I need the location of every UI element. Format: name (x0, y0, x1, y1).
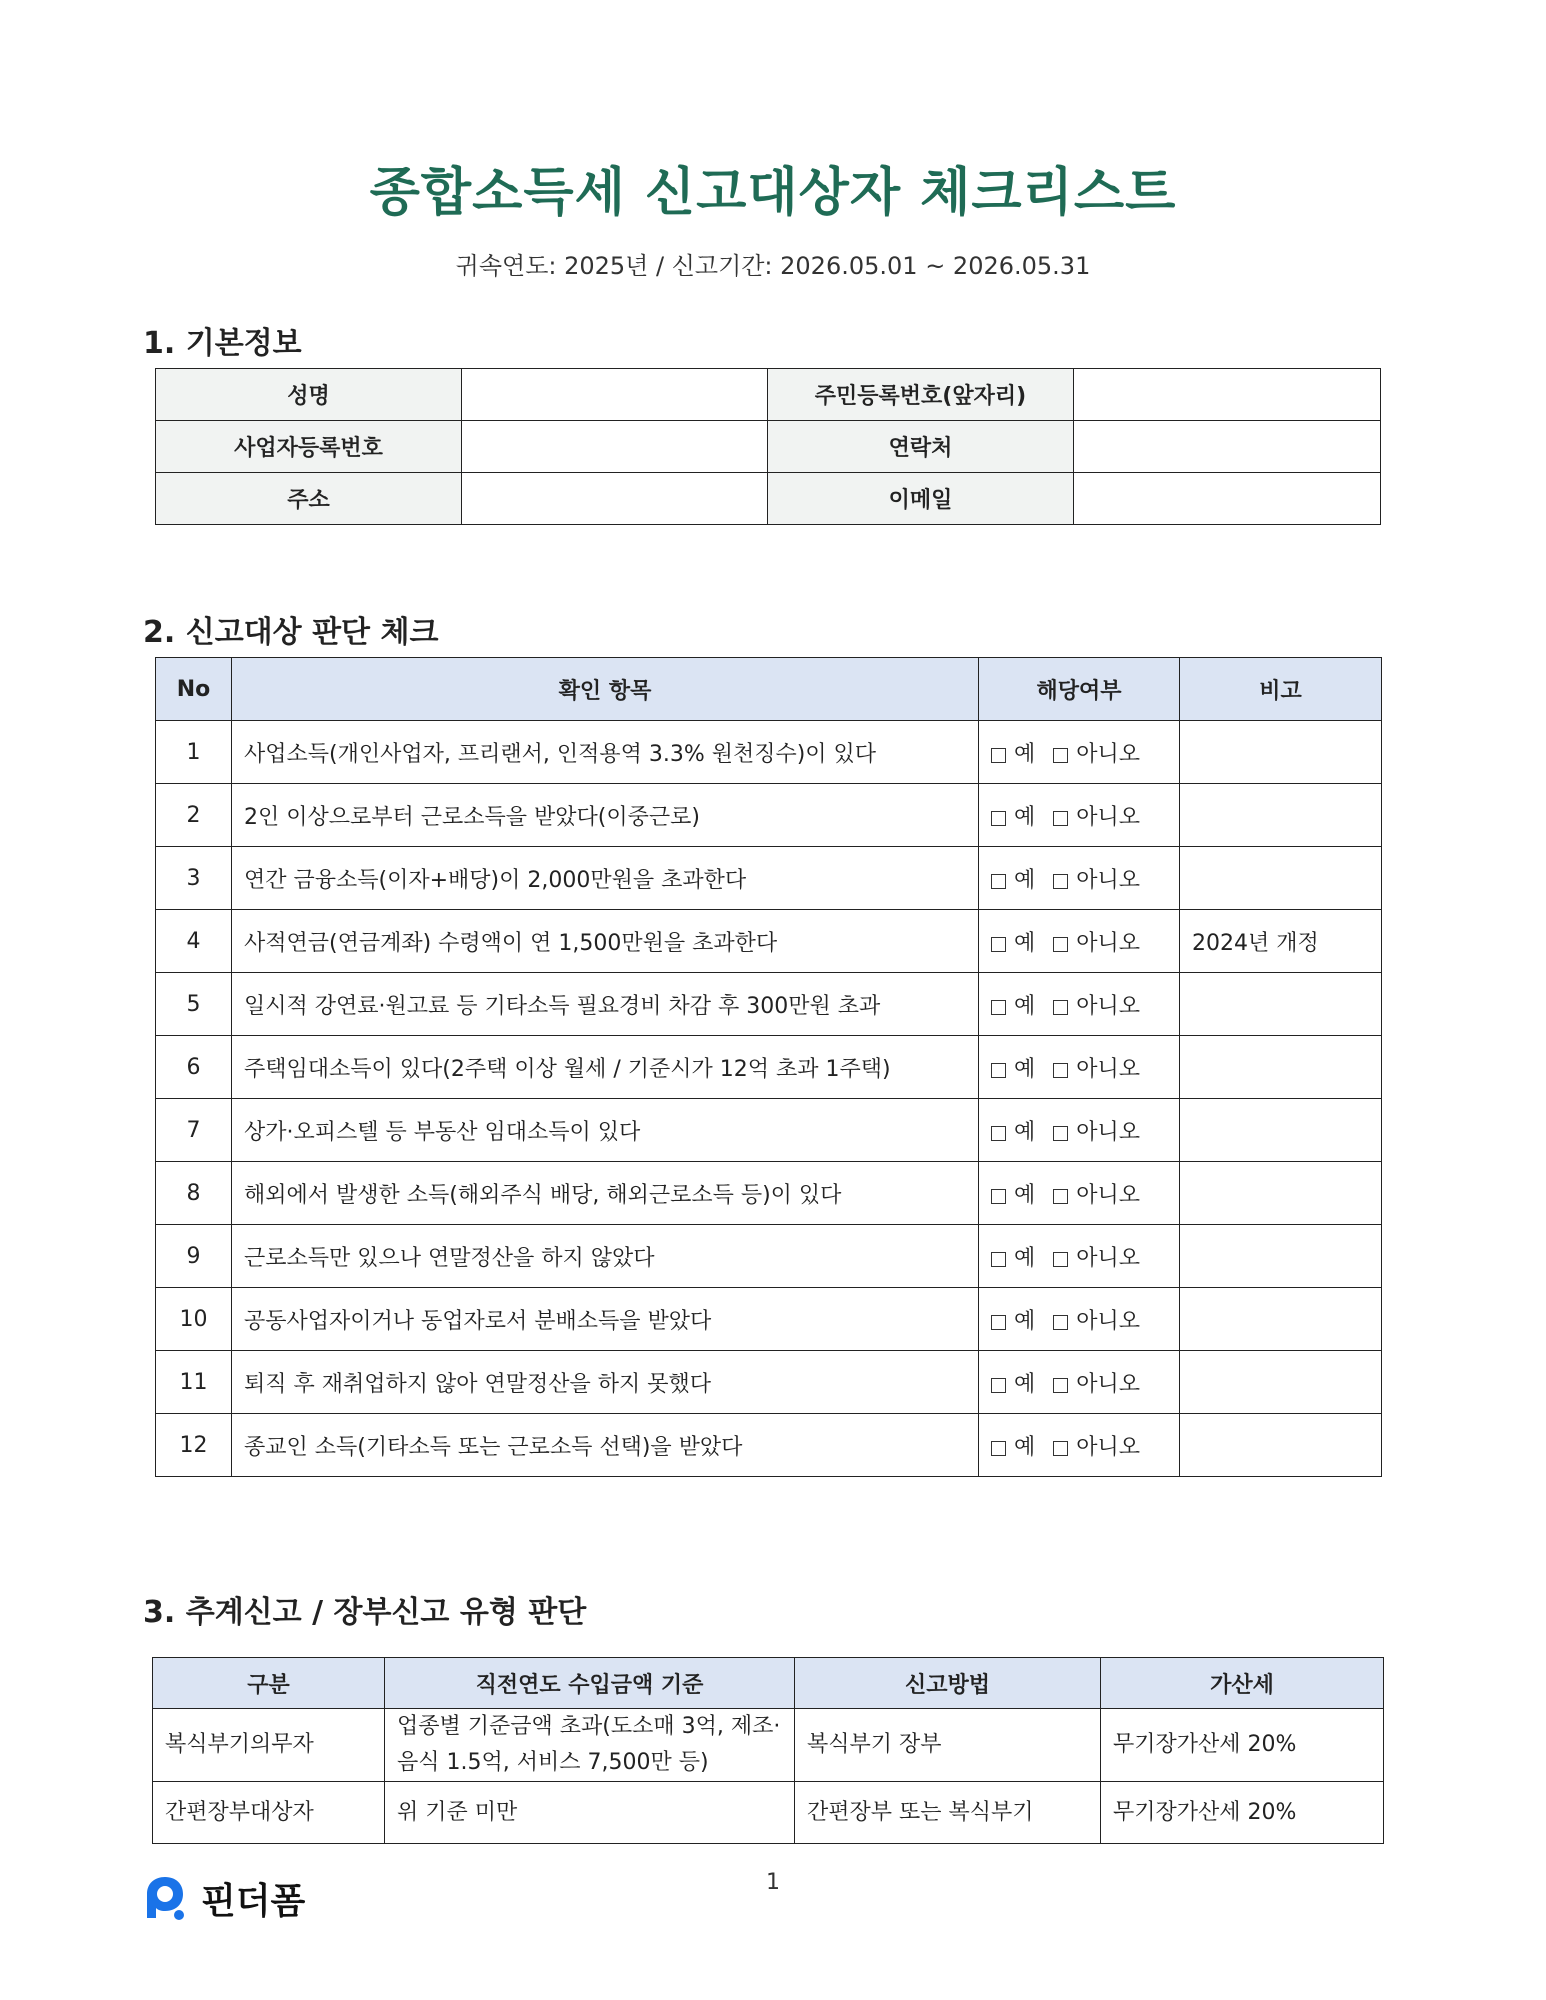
method-cell: 간편장부 또는 복식부기 (795, 1782, 1101, 1844)
checkbox-icon[interactable] (991, 874, 1006, 889)
check-item-text: 연간 금융소득(이자+배당)이 2,000만원을 초과한다 (232, 847, 979, 910)
check-item-text: 상가·오피스텔 등 부동산 임대소득이 있다 (232, 1099, 979, 1162)
table-row (156, 784, 1382, 847)
row-number: 10 (156, 1288, 232, 1351)
label-cell: 성명 (156, 369, 462, 421)
option-yes[interactable] (991, 805, 1035, 830)
option-yes-label: 예 (1014, 1119, 1036, 1145)
table-row (156, 1099, 1382, 1162)
checkbox-icon[interactable] (991, 1126, 1006, 1141)
applicable-options (979, 721, 1180, 784)
option-no[interactable] (1053, 1120, 1140, 1145)
option-no-label: 아니오 (1076, 993, 1141, 1019)
checkbox-icon[interactable] (991, 1378, 1006, 1393)
row-number: 7 (156, 1099, 232, 1162)
column-header-criteria: 직전연도 수입금액 기준 (385, 1658, 795, 1709)
check-item-text: 사업소득(개인사업자, 프리랜서, 인적용역 3.3% 원천징수)이 있다 (232, 721, 979, 784)
note-cell: 2024년 개정 (1180, 910, 1382, 973)
option-no[interactable] (1053, 1183, 1140, 1208)
option-yes[interactable] (991, 994, 1035, 1019)
note-cell (1180, 721, 1382, 784)
option-yes-label: 예 (1014, 867, 1036, 893)
basic-info-table (155, 368, 1381, 525)
note-cell (1180, 1099, 1382, 1162)
option-no[interactable] (1053, 1435, 1140, 1460)
check-item-text: 종교인 소득(기타소득 또는 근로소득 선택)을 받았다 (232, 1414, 979, 1477)
option-no-label: 아니오 (1076, 930, 1141, 956)
applicable-options (979, 1288, 1180, 1351)
table-row (156, 1351, 1382, 1414)
checkbox-icon[interactable] (1053, 1315, 1068, 1330)
checkbox-icon[interactable] (991, 1063, 1006, 1078)
check-item-text: 일시적 강연료·원고료 등 기타소득 필요경비 차감 후 300만원 초과 (232, 973, 979, 1036)
table-row (156, 421, 1381, 473)
option-no[interactable] (1053, 742, 1140, 767)
table-row (156, 473, 1381, 525)
filing-type-table (152, 1657, 1384, 1844)
pinderform-logo-icon (141, 1874, 187, 1922)
option-no[interactable] (1053, 1246, 1140, 1271)
check-item-text: 근로소득만 있으나 연말정산을 하지 않았다 (232, 1225, 979, 1288)
table-row (156, 369, 1381, 421)
applicable-options (979, 910, 1180, 973)
checkbox-icon[interactable] (1053, 874, 1068, 889)
option-no-label: 아니오 (1076, 867, 1141, 893)
checkbox-icon[interactable] (1053, 1378, 1068, 1393)
option-yes[interactable] (991, 1057, 1035, 1082)
business-number-input-cell[interactable] (462, 421, 768, 473)
checkbox-icon[interactable] (991, 748, 1006, 763)
check-item-text: 사적연금(연금계좌) 수령액이 연 1,500만원을 초과한다 (232, 910, 979, 973)
column-header-applicable: 해당여부 (979, 658, 1180, 721)
brand-logo (141, 1874, 305, 1922)
applicable-options (979, 1225, 1180, 1288)
row-number: 8 (156, 1162, 232, 1225)
table-row (153, 1709, 1384, 1782)
email-input-cell[interactable] (1074, 473, 1381, 525)
resident-number-input-cell[interactable] (1074, 369, 1381, 421)
option-no-label: 아니오 (1076, 1182, 1141, 1208)
option-yes-label: 예 (1014, 1308, 1036, 1334)
column-header-no: No (156, 658, 232, 721)
section-checklist-heading: 2. 신고대상 판단 체크 (143, 615, 439, 650)
table-header-row (156, 658, 1382, 721)
note-cell (1180, 1036, 1382, 1099)
row-number: 1 (156, 721, 232, 784)
applicable-options (979, 1036, 1180, 1099)
checklist-body (156, 721, 1382, 1477)
criteria-cell: 위 기준 미만 (385, 1782, 795, 1844)
check-item-text: 해외에서 발생한 소득(해외주식 배당, 해외근로소득 등)이 있다 (232, 1162, 979, 1225)
option-no[interactable] (1053, 1057, 1140, 1082)
option-yes[interactable] (991, 1309, 1035, 1334)
checkbox-icon[interactable] (1053, 1252, 1068, 1267)
option-no[interactable] (1053, 805, 1140, 830)
applicable-options (979, 847, 1180, 910)
note-cell (1180, 973, 1382, 1036)
option-yes[interactable] (991, 1372, 1035, 1397)
option-no-label: 아니오 (1076, 1308, 1141, 1334)
option-yes-label: 예 (1014, 1056, 1036, 1082)
label-cell: 주소 (156, 473, 462, 525)
checkbox-icon[interactable] (1053, 1189, 1068, 1204)
table-row (156, 910, 1382, 973)
check-item-text: 공동사업자이거나 동업자로서 분배소득을 받았다 (232, 1288, 979, 1351)
label-cell: 이메일 (768, 473, 1074, 525)
row-number: 3 (156, 847, 232, 910)
column-header-category: 구분 (153, 1658, 385, 1709)
column-header-note: 비고 (1180, 658, 1382, 721)
option-yes-label: 예 (1014, 741, 1036, 767)
row-number: 12 (156, 1414, 232, 1477)
brand-name: 핀더폼 (201, 1880, 306, 1922)
page-number: 1 (766, 1870, 780, 1895)
column-header-item: 확인 항목 (232, 658, 979, 721)
applicable-options (979, 1414, 1180, 1477)
applicable-options (979, 1099, 1180, 1162)
method-cell: 복식부기 장부 (795, 1709, 1101, 1782)
table-row (156, 847, 1382, 910)
row-number: 11 (156, 1351, 232, 1414)
checkbox-icon[interactable] (991, 1441, 1006, 1456)
criteria-cell: 업종별 기준금액 초과(도소매 3억, 제조·음식 1.5억, 서비스 7,500만 등) (385, 1709, 795, 1782)
option-no[interactable] (1053, 868, 1140, 893)
note-cell (1180, 1351, 1382, 1414)
checkbox-icon[interactable] (991, 937, 1006, 952)
option-no[interactable] (1053, 994, 1140, 1019)
note-cell (1180, 847, 1382, 910)
note-cell (1180, 1414, 1382, 1477)
option-yes[interactable] (991, 1183, 1035, 1208)
option-no-label: 아니오 (1076, 1245, 1141, 1271)
checkbox-icon[interactable] (1053, 937, 1068, 952)
option-yes-label: 예 (1014, 804, 1036, 830)
table-row (156, 1225, 1382, 1288)
checkbox-icon[interactable] (1053, 1441, 1068, 1456)
applicable-options (979, 1162, 1180, 1225)
option-yes[interactable] (991, 931, 1035, 956)
label-cell: 연락처 (768, 421, 1074, 473)
category-cell: 간편장부대상자 (153, 1782, 385, 1844)
option-no-label: 아니오 (1076, 1371, 1141, 1397)
checkbox-icon[interactable] (1053, 1063, 1068, 1078)
checkbox-icon[interactable] (991, 1315, 1006, 1330)
row-number: 5 (156, 973, 232, 1036)
label-cell: 사업자등록번호 (156, 421, 462, 473)
address-input-cell[interactable] (462, 473, 768, 525)
document-subtitle: 귀속연도: 2025년 / 신고기간: 2026.05.01 ~ 2026.05.31 (455, 252, 1091, 280)
option-yes[interactable] (991, 742, 1035, 767)
checkbox-icon[interactable] (991, 1189, 1006, 1204)
applicable-options (979, 784, 1180, 847)
contact-input-cell[interactable] (1074, 421, 1381, 473)
option-no-label: 아니오 (1076, 741, 1141, 767)
option-yes[interactable] (991, 1435, 1035, 1460)
table-row (156, 1288, 1382, 1351)
checkbox-icon[interactable] (991, 811, 1006, 826)
option-no-label: 아니오 (1076, 1119, 1141, 1145)
check-item-text: 주택임대소득이 있다(2주택 이상 월세 / 기준시가 12억 초과 1주택) (232, 1036, 979, 1099)
category-cell: 복식부기의무자 (153, 1709, 385, 1782)
checklist-table (155, 657, 1382, 1477)
option-yes[interactable] (991, 868, 1035, 893)
checkbox-icon[interactable] (991, 1252, 1006, 1267)
note-cell (1180, 784, 1382, 847)
checkbox-icon[interactable] (991, 1000, 1006, 1015)
name-input-cell[interactable] (462, 369, 768, 421)
penalty-cell: 무기장가산세 20% (1101, 1709, 1384, 1782)
check-item-text: 2인 이상으로부터 근로소득을 받았다(이중근로) (232, 784, 979, 847)
table-row (156, 1036, 1382, 1099)
table-row (156, 1414, 1382, 1477)
table-row (153, 1782, 1384, 1844)
checkbox-icon[interactable] (1053, 748, 1068, 763)
option-yes-label: 예 (1014, 1182, 1036, 1208)
applicable-options (979, 973, 1180, 1036)
note-cell (1180, 1162, 1382, 1225)
option-no-label: 아니오 (1076, 804, 1141, 830)
column-header-method: 신고방법 (795, 1658, 1101, 1709)
checkbox-icon[interactable] (1053, 1000, 1068, 1015)
table-row (156, 721, 1382, 784)
option-no-label: 아니오 (1076, 1434, 1141, 1460)
option-no[interactable] (1053, 1372, 1140, 1397)
note-cell (1180, 1288, 1382, 1351)
checkbox-icon[interactable] (1053, 811, 1068, 826)
row-number: 2 (156, 784, 232, 847)
column-header-penalty: 가산세 (1101, 1658, 1384, 1709)
option-no[interactable] (1053, 931, 1140, 956)
table-row (156, 973, 1382, 1036)
row-number: 9 (156, 1225, 232, 1288)
option-no[interactable] (1053, 1309, 1140, 1334)
table-header-row (153, 1658, 1384, 1709)
option-yes[interactable] (991, 1246, 1035, 1271)
note-cell (1180, 1225, 1382, 1288)
option-yes[interactable] (991, 1120, 1035, 1145)
check-item-text: 퇴직 후 재취업하지 않아 연말정산을 하지 못했다 (232, 1351, 979, 1414)
document-title: 종합소득세 신고대상자 체크리스트 (369, 163, 1177, 223)
row-number: 6 (156, 1036, 232, 1099)
penalty-cell: 무기장가산세 20% (1101, 1782, 1384, 1844)
option-yes-label: 예 (1014, 930, 1036, 956)
section-basic-info-heading: 1. 기본정보 (143, 326, 302, 361)
option-yes-label: 예 (1014, 1434, 1036, 1460)
label-cell: 주민등록번호(앞자리) (768, 369, 1074, 421)
applicable-options (979, 1351, 1180, 1414)
option-yes-label: 예 (1014, 1245, 1036, 1271)
option-no-label: 아니오 (1076, 1056, 1141, 1082)
option-yes-label: 예 (1014, 1371, 1036, 1397)
table-row (156, 1162, 1382, 1225)
section-filing-type-heading: 3. 추계신고 / 장부신고 유형 판단 (143, 1595, 587, 1630)
option-yes-label: 예 (1014, 993, 1036, 1019)
checkbox-icon[interactable] (1053, 1126, 1068, 1141)
row-number: 4 (156, 910, 232, 973)
